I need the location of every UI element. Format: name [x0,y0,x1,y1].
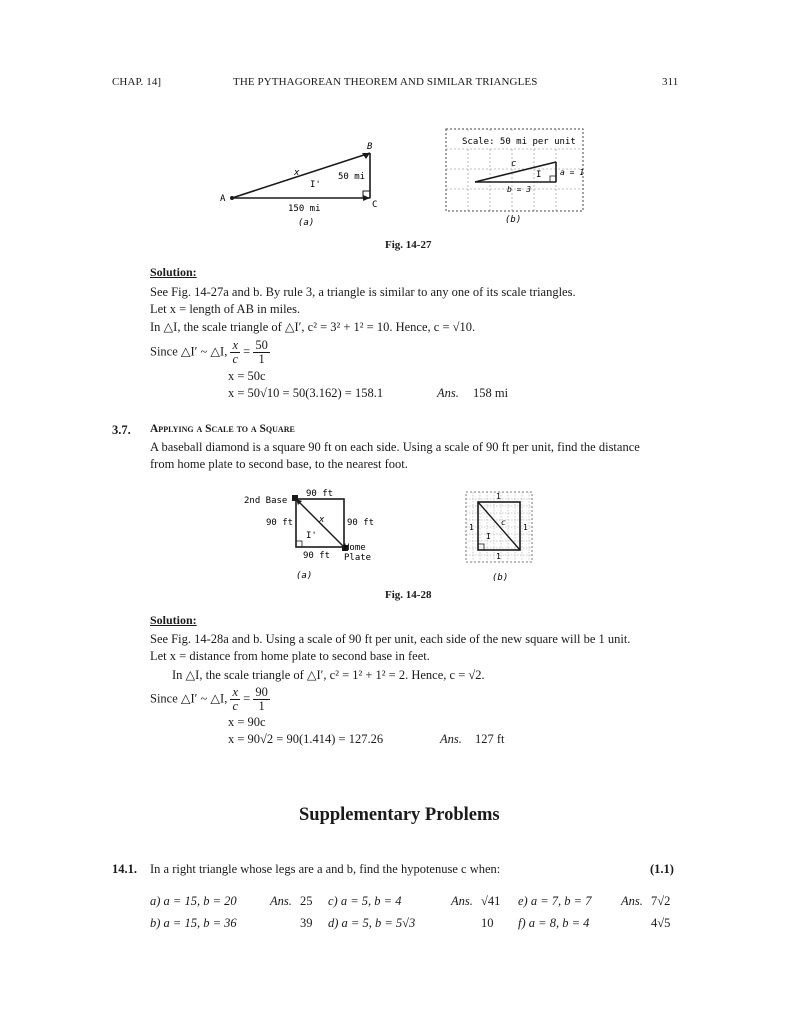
label-150mi: 150 mi [288,204,321,214]
similarity-equation [150,339,270,366]
answer-label: Ans. [451,894,473,908]
exercise-b: b) a = 15, b = 36 [150,916,237,930]
label-2nd-base: 2nd Base [244,496,288,506]
solution-line: In △I, the scale triangle of △I′, c² = 3² + 1² = 10. Hence, c = √10. [150,320,476,334]
label-triangle: I' [310,180,321,190]
solution-line: See Fig. 14-27a and b. By rule 3, a triangle is similar to any one of its scale triangles. [150,285,576,299]
equals-sign: = [243,344,251,359]
scale-label: Scale: 50 mi per unit [462,137,576,147]
label-b: B [367,142,373,152]
problem-text: In a right triangle whose legs are a and b, find the hypotenuse c when: [150,862,501,876]
exercise-e: e) a = 7, b = 7 [518,894,592,908]
since-text: Since △I′ ~ △I, [150,691,228,706]
running-title: THE PYTHAGOREAN THEOREM AND SIMILAR TRIANGLES [233,76,538,88]
figure-caption-14-27: Fig. 14-27 [385,239,432,251]
figure-14-27b [440,125,590,230]
label-left-90ft: 90 ft [266,518,294,528]
answer-label: Ans. [270,894,292,908]
section-heading: Supplementary Problems [299,805,500,825]
fraction-50-1: $\frac{50}{1}$ [255,338,268,366]
similarity-equation [150,686,270,713]
exercise-d: d) a = 5, b = 5√3 [328,916,416,930]
label-tri-i: I [486,532,491,541]
solution-line: See Fig. 14-28a and b. Using a scale of 90 ft per unit, each side of the new square will be 1 unit. [150,632,631,646]
equals-sign: = [243,691,251,706]
answer-label: Ans. [440,732,462,746]
label-plate: Plate [344,553,372,563]
exercise-a: a) a = 15, b = 20 [150,894,237,908]
since-text: Since △I′ ~ △I, [150,344,228,359]
answer-label: Ans. [621,894,643,908]
label-a-1: a = 1 [560,168,585,177]
label-x: x [319,515,325,525]
problem-number: 14.1. [112,862,137,876]
answer-value: 158 mi [473,386,509,400]
label-c: c [501,518,506,527]
fraction-x-c: $\frac{x}{c}$ [232,685,239,713]
figure-14-27a [220,135,390,235]
subfig-b-label: (b) [505,215,522,225]
fraction-x-c: $\frac{x}{c}$ [232,338,239,366]
subfig-a-label: (a) [298,218,315,228]
solution-line: x = 50c [228,369,266,383]
solution-line: In △I, the scale triangle of △I′, c² = 1² + 1² = 2. Hence, c = √2. [172,668,485,682]
problem-title: Applying a Scale to a Square [150,423,295,435]
label-tri-i: I [536,170,542,180]
label-b-3: b = 3 [507,185,532,194]
exercise-f: f) a = 8, b = 4 [518,916,590,930]
label-50mi: 50 mi [338,172,366,182]
label-one-bottom: 1 [496,552,501,561]
vertex-a [230,196,234,200]
solution-heading: Solution: [150,265,197,279]
solution-line: Let x = length of AB in miles. [150,302,301,316]
label-a: A [220,194,226,204]
label-x: x [294,168,300,178]
label-right-90ft: 90 ft [347,518,375,528]
answer-value: 127 ft [475,732,505,746]
solution-heading: Solution: [150,613,197,627]
solution-line: x = 90√2 = 90(1.414) = 127.26 [228,732,384,746]
problem-reference: (1.1) [650,862,674,876]
figure-14-28a [240,485,390,585]
answer-c: √41 [481,894,501,908]
subfig-b-label: (b) [492,573,509,583]
label-one-top: 1 [496,492,501,501]
subfig-a-label: (a) [296,571,313,581]
label-triangle: I' [306,531,317,541]
answer-b: 39 [300,916,313,930]
solution-line: x = 90c [228,715,266,729]
label-c: c [511,159,517,169]
answer-d: 10 [481,916,494,930]
figure-14-28b [460,488,540,588]
answer-label: Ans. [437,386,459,400]
figure-caption-14-28: Fig. 14-28 [385,589,432,601]
label-bottom-90ft: 90 ft [303,551,331,561]
answer-e: 7√2 [651,894,671,908]
fraction-90-1: $\frac{90}{1}$ [255,685,268,713]
label-one-left: 1 [469,523,474,532]
chapter-label: CHAP. 14] [112,76,162,88]
answer-a: 25 [300,894,313,908]
label-c: C [372,200,378,210]
label-one-right: 1 [523,523,528,532]
solution-line: Let x = distance from home plate to second base in feet. [150,649,430,663]
label-top-90ft: 90 ft [306,489,334,499]
answer-f: 4√5 [651,916,671,930]
problem-text: A baseball diamond is a square 90 ft on each side. Using a scale of 90 ft per unit, find the distance [150,440,640,454]
page-number: 311 [662,76,679,88]
solution-line: x = 50√10 = 50(3.162) = 158.1 [228,386,384,400]
exercise-c: c) a = 5, b = 4 [328,894,402,908]
problem-text: from home plate to second base, to the nearest foot. [150,457,408,471]
label-home: Home [344,543,366,553]
problem-number: 3.7. [112,423,131,437]
